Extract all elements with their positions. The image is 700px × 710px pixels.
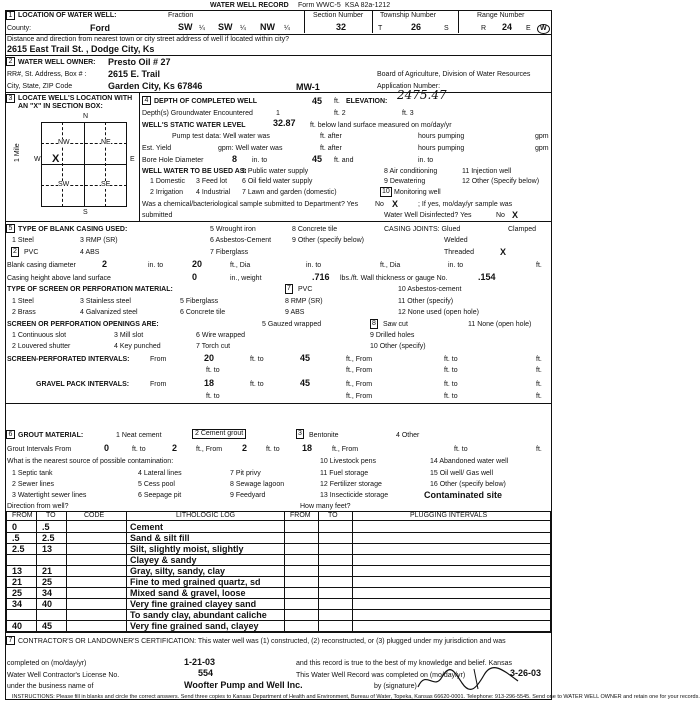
- joints-threaded: Threaded: [444, 249, 474, 256]
- threaded-x: X: [500, 247, 507, 257]
- township-t: T: [378, 25, 383, 32]
- bore-in-to: in. to: [252, 157, 268, 164]
- src-other: 16 Other (specify below): [430, 481, 506, 488]
- src-watertight: 3 Watertight sewer lines: [12, 492, 87, 499]
- license-number: 554: [198, 668, 214, 678]
- screen-abs: 9 ABS: [285, 309, 305, 316]
- location-label: LOCATION OF WATER WELL:: [18, 12, 117, 19]
- use-feedlot: 3 Feed lot: [196, 178, 228, 185]
- bcd-ft-dia: ft., Dia: [230, 262, 251, 269]
- log-description: Mixed sand & gravel, loose: [130, 588, 246, 598]
- owner-label: WATER WELL OWNER:: [18, 59, 96, 66]
- log-from: 25: [12, 588, 23, 598]
- log-description: Fine to med grained quartz, sd: [130, 577, 261, 587]
- distance-address: 2615 East Trail St. , Dodge City, Ks: [7, 44, 155, 54]
- use-10-boxed: 10: [382, 188, 390, 195]
- src-feedyard: 9 Feedyard: [230, 492, 266, 499]
- weight-label: in., weight: [230, 275, 262, 282]
- log-row-rule: [6, 587, 551, 588]
- open-torch: 7 Torch cut: [196, 343, 231, 350]
- log-from: .5: [12, 533, 20, 543]
- business-name: Woofter Pump and Well Inc.: [184, 680, 303, 690]
- src-cess: 5 Cess pool: [138, 481, 175, 488]
- screen-none: 12 None used (open hole): [398, 309, 479, 316]
- log-to: 13: [42, 544, 53, 554]
- log-row-rule: [6, 609, 551, 610]
- range-e: E: [526, 25, 531, 32]
- yield-hours: hours pumping: [418, 145, 465, 152]
- use-public: 5 Public water supply: [242, 168, 309, 175]
- src-pit: 7 Pit privy: [230, 470, 261, 477]
- log-row-rule: [6, 565, 551, 566]
- township-label: Township Number: [380, 12, 437, 19]
- src-lateral: 4 Lateral lines: [138, 470, 182, 477]
- open-continuous: 1 Continuous slot: [12, 332, 67, 339]
- screen-brass: 2 Brass: [12, 309, 36, 316]
- well-id: MW-1: [296, 82, 320, 92]
- col-line: [126, 511, 127, 632]
- gpi-from: From: [150, 381, 167, 388]
- address-label: RR#, St. Address, Box # :: [7, 71, 87, 78]
- gpi-row2-ft-to: ft. to: [206, 393, 220, 400]
- owner-city: Garden City, Ks 67846: [108, 81, 203, 91]
- screen-pvc: PVC: [298, 286, 313, 293]
- bcd-in-to: in. to: [148, 262, 164, 269]
- bcd-ft: ft.: [536, 262, 542, 269]
- rule: [6, 55, 551, 56]
- chem-label: Was a chemical/bacteriological sample submitted to Department? Yes: [142, 201, 359, 208]
- instructions-text: INSTRUCTIONS: Please fill in blanks and circle the correct answers. Send three copies to Kansas Department of Health and Environment, Bureau of Water, Topeka, Kansas 66620-0001. Telephone: 913-296-5545. Send one to WATER WELL OWNER and retain one for your records.: [12, 694, 700, 700]
- use-label: WELL WATER TO BE USED AS:: [142, 168, 247, 175]
- log-to: 25: [42, 577, 53, 587]
- bcd-in-to-2: in. to: [306, 262, 322, 269]
- col-line: [36, 511, 37, 632]
- range-r: R: [481, 25, 487, 32]
- src-seepage: 6 Seepage pit: [138, 492, 182, 499]
- rule: [6, 34, 551, 35]
- screen-steel: 1 Steel: [12, 298, 34, 305]
- spi-ft: ft.: [536, 356, 542, 363]
- gpi-row2-ft-to-2: ft. to: [444, 393, 458, 400]
- casing-steel: 1 Steel: [12, 237, 34, 244]
- open-louvered: 2 Louvered shutter: [12, 343, 71, 350]
- contamination-label: What is the nearest source of possible contamination:: [7, 458, 174, 465]
- quarter-mark-1: ¼: [199, 25, 205, 32]
- src-septic: 1 Septic tank: [12, 470, 53, 477]
- screen-asbestos: 10 Asbestos-cement: [398, 286, 462, 293]
- col-plugging: PLUGGING INTERVALS: [410, 512, 488, 519]
- signature-label: by (signature): [374, 683, 417, 690]
- grid-line: [84, 122, 85, 207]
- owner-name: Presto Oil # 27: [108, 57, 171, 67]
- joints-welded: Welded: [444, 237, 468, 244]
- pump-hours: hours pumping: [418, 133, 465, 140]
- quarter-1: SW: [178, 22, 193, 32]
- casing-asbestos: 6 Asbestos-Cement: [210, 237, 272, 244]
- open-key: 4 Key punched: [114, 343, 161, 350]
- form-title: WATER WELL RECORD: [210, 2, 289, 9]
- disinfected-no: No: [496, 212, 505, 219]
- gw-3: ft. 3: [402, 110, 414, 117]
- contamination-value: Contaminated site: [424, 490, 503, 500]
- casing-other: 9 Other (specify below): [292, 237, 364, 244]
- src-oilgas: 15 Oil well/ Gas well: [430, 470, 494, 477]
- gi-ft: ft.: [536, 446, 542, 453]
- use-irrigation: 2 Irrigation: [150, 189, 184, 196]
- groundwater-label: Depth(s) Groundwater Encountered: [142, 110, 253, 117]
- section-1-number: 1: [6, 11, 15, 20]
- log-row-rule: [6, 554, 551, 555]
- open-other: 10 Other (specify): [370, 343, 426, 350]
- grout-other: 4 Other: [396, 432, 420, 439]
- screen-concrete: 6 Concrete tile: [180, 309, 226, 316]
- divider: [372, 11, 373, 33]
- section-4-number: 4: [142, 96, 151, 105]
- log-to: 40: [42, 599, 53, 609]
- spi-ft-to: ft. to: [250, 356, 264, 363]
- grout-1-from: 0: [104, 443, 110, 453]
- quarter-3: NW: [260, 22, 275, 32]
- ne-label: NE: [101, 139, 111, 146]
- north-label: N: [83, 113, 89, 120]
- log-description: Cement: [130, 522, 164, 532]
- divider: [458, 11, 459, 33]
- gi-ft-to-3: ft. to: [454, 446, 468, 453]
- grout-2-to: 18: [302, 443, 313, 453]
- gpi-row2-ft: ft.: [536, 393, 542, 400]
- wall-thickness: .154: [478, 272, 496, 282]
- form-number: Form WWC-5: [298, 2, 341, 9]
- screen-7-boxed: 7: [287, 285, 291, 292]
- section-2-number: 2: [6, 57, 15, 66]
- application-label: Application Number:: [377, 83, 441, 90]
- divider: [139, 92, 140, 221]
- pump-after: ft. after: [320, 133, 342, 140]
- sw-label: SW: [58, 181, 70, 188]
- range-label: Range Number: [477, 12, 525, 19]
- log-row-rule: [6, 543, 551, 544]
- open-drilled: 9 Drilled holes: [370, 332, 415, 339]
- bore-in-to-2: in. to: [418, 157, 434, 164]
- open-gauzed: 5 Gauzed wrapped: [262, 321, 322, 328]
- log-to: 34: [42, 588, 53, 598]
- fraction-label: Fraction: [168, 12, 194, 19]
- bcd-in-to-3: in. to: [448, 262, 464, 269]
- owner-street: 2615 E. Trail: [108, 69, 161, 79]
- screen-stainless: 3 Stainless steel: [80, 298, 131, 305]
- south-label: S: [83, 209, 88, 216]
- rule: [6, 221, 551, 222]
- spi-ft-to-2: ft. to: [444, 356, 458, 363]
- howmany-label: How many feet?: [300, 503, 351, 510]
- log-from: 13: [12, 566, 23, 576]
- well-location-x: X: [52, 153, 60, 165]
- section-6-number: 6: [6, 430, 15, 439]
- bore-value: 8: [232, 154, 238, 164]
- blank-diameter-to: 20: [192, 259, 203, 269]
- disinfected-x: X: [512, 210, 519, 220]
- casing-concrete: 8 Concrete tile: [292, 226, 338, 233]
- spi-row2-ft-to: ft. to: [206, 367, 220, 374]
- depth-value: 45: [312, 96, 323, 106]
- open-none: 11 None (open hole): [468, 321, 532, 328]
- rule: [6, 92, 551, 93]
- log-to: 45: [42, 621, 53, 631]
- distance-label: Distance and direction from nearest town or city street address of well if located within city?: [7, 36, 290, 43]
- table-header-rule: [6, 520, 551, 521]
- open-mill: 3 Mill slot: [114, 332, 144, 339]
- locate-label: LOCATE WELL'S LOCATION WITH AN "X" IN SECTION BOX:: [18, 95, 133, 110]
- yield-label: Est. Yield: [142, 145, 172, 152]
- grout-cement-boxed: 2 Cement grout: [192, 429, 246, 439]
- completed-label: completed on (mo/day/yr): [7, 660, 87, 667]
- use-industrial: 4 Industrial: [196, 189, 231, 196]
- lithologic-log-table: [6, 511, 551, 632]
- gi-ft-from: ft., From: [196, 446, 223, 453]
- chem-submitted: submitted: [142, 212, 173, 219]
- chem-no: No: [375, 201, 384, 208]
- range-w-circled: W: [537, 24, 550, 34]
- casing-abs: 4 ABS: [80, 249, 100, 256]
- nw-label: NW: [58, 139, 70, 146]
- use-domestic: 1 Domestic: [150, 178, 186, 185]
- section-5-number: 5: [6, 224, 15, 233]
- board-label: Board of Agriculture, Division of Water Resources: [377, 71, 531, 78]
- completed-date: 1-21-03: [184, 657, 216, 667]
- open-8-boxed: 8: [372, 320, 376, 327]
- gpi-ft-to-2: ft. to: [444, 381, 458, 388]
- grout-intervals-label: Grout Intervals From: [7, 446, 72, 453]
- screen-rmp: 8 RMP (SR): [285, 298, 323, 305]
- bore-tail: ft. and: [334, 157, 354, 164]
- casing-2-boxed: 2: [13, 248, 17, 255]
- yield-gpm: gpm: [535, 145, 549, 152]
- log-row-rule: [6, 620, 551, 621]
- col-line: [66, 511, 67, 632]
- gravel-pack-label: GRAVEL PACK INTERVALS:: [36, 381, 130, 388]
- record-completed-date: 3-26-03: [510, 668, 542, 678]
- disinfected-label: Water Well Disinfected? Yes: [384, 212, 472, 219]
- pump-gpm: gpm: [535, 133, 549, 140]
- section-3-number: 3: [6, 94, 15, 103]
- log-description: Gray, silty, sandy, clay: [130, 566, 226, 576]
- screen-intervals-label: SCREEN-PERFORATED INTERVALS:: [7, 356, 130, 363]
- elevation-label: ELEVATION:: [346, 98, 388, 105]
- casing-height-label: Casing height above land surface: [7, 275, 111, 282]
- record-completed-label: This Water Well Record was completed on (mo/day/yr): [296, 672, 466, 679]
- log-description: Silt, slightly moist, slightly: [130, 544, 244, 554]
- gpi-ft: ft.: [536, 381, 542, 388]
- static-level-tail: ft. below land surface measured on mo/day/yr: [310, 122, 452, 129]
- use-other: 12 Other (Specify below): [462, 178, 540, 185]
- blank-diameter-label: Blank casing diameter: [7, 262, 76, 269]
- gw-1: 1: [276, 110, 280, 117]
- rule: [6, 632, 551, 633]
- src-insecticide: 13 Insecticide storage: [320, 492, 389, 499]
- spi-row2-ft-from: ft., From: [346, 367, 373, 374]
- log-to: 21: [42, 566, 53, 576]
- grid-line: [41, 143, 127, 144]
- col-to-2: TO: [328, 512, 338, 519]
- casing-label: TYPE OF BLANK CASING USED:: [18, 226, 128, 233]
- log-from: 2.5: [12, 544, 25, 554]
- grout-1-to: 2: [172, 443, 178, 453]
- divider: [304, 11, 305, 33]
- county-value: Ford: [90, 23, 110, 33]
- grid-line: [41, 185, 127, 186]
- bore-label: Bore Hole Diameter: [142, 157, 204, 164]
- casing-weight: .716: [312, 272, 330, 282]
- township-s: S: [444, 25, 449, 32]
- log-description: Clayey & sandy: [130, 555, 197, 565]
- static-level-label: WELL'S STATIC WATER LEVEL: [142, 122, 246, 129]
- chem-ifyes: ; If yes, mo/day/yr sample was: [418, 201, 513, 208]
- one-mile-label: 1 Mile: [14, 143, 21, 162]
- casing-fiberglass: 7 Fiberglass: [210, 249, 249, 256]
- blank-diameter: 2: [102, 259, 108, 269]
- ksa-number: KSA 82a-1212: [345, 2, 391, 9]
- log-row-rule: [6, 598, 551, 599]
- use-lawn: 7 Lawn and garden (domestic): [242, 189, 337, 196]
- yield-after: ft. after: [320, 145, 342, 152]
- col-to: TO: [46, 512, 56, 519]
- spi-row2-ft: ft.: [536, 367, 542, 374]
- gpi-row2-ft-from: ft., From: [346, 393, 373, 400]
- grout-3-boxed: 3: [298, 430, 302, 437]
- col-from-2: FROM: [290, 512, 311, 519]
- static-level-value: 32.87: [273, 118, 296, 128]
- log-from: 21: [12, 577, 23, 587]
- gi-ft-to: ft. to: [132, 446, 146, 453]
- src-fuel: 11 Fuel storage: [320, 470, 369, 477]
- gw-2: ft. 2: [334, 110, 346, 117]
- log-description: Very fine grained clayey sand: [130, 599, 257, 609]
- grout-label: GROUT MATERIAL:: [18, 432, 84, 439]
- joints-label: CASING JOINTS: Glued: [384, 226, 461, 233]
- log-row-rule: [6, 532, 551, 533]
- section-number-label: Section Number: [313, 12, 364, 19]
- casing-wrought: 5 Wrought iron: [210, 226, 256, 233]
- rule: [6, 403, 551, 404]
- src-lagoon: 8 Sewage lagoon: [230, 481, 285, 488]
- depth-label: DEPTH OF COMPLETED WELL: [154, 98, 258, 105]
- src-livestock: 10 Livestock pens: [320, 458, 377, 465]
- se-label: SE: [101, 181, 111, 188]
- bore-to-value: 45: [312, 154, 323, 164]
- gpi-ft-to: ft. to: [250, 381, 264, 388]
- open-wire: 6 Wire wrapped: [196, 332, 246, 339]
- screen-label: TYPE OF SCREEN OR PERFORATION MATERIAL:: [7, 286, 173, 293]
- use-injection: 11 Injection well: [462, 168, 512, 175]
- col-from: FROM: [12, 512, 33, 519]
- gi-ft-to-2: ft. to: [266, 446, 280, 453]
- spi-ft-from: ft., From: [346, 356, 373, 363]
- pump-test-label: Pump test data: Well water was: [172, 133, 270, 140]
- col-line: [352, 511, 353, 632]
- grout-2-from: 2: [242, 443, 248, 453]
- log-description: Sand & silt fill: [130, 533, 190, 543]
- grid-line: [62, 122, 63, 207]
- quarter-2: SW: [218, 22, 233, 32]
- use-monitoring: Monitoring well: [394, 189, 441, 196]
- county-label: County:: [7, 25, 32, 32]
- log-from: 0: [12, 522, 18, 532]
- screen-fiberglass: 5 Fiberglass: [180, 298, 219, 305]
- chem-no-x: X: [392, 199, 399, 209]
- use-air: 8 Air conditioning: [384, 168, 438, 175]
- yield-well: gpm: Well water was: [218, 145, 283, 152]
- log-row-rule: [6, 576, 551, 577]
- log-from: 40: [12, 621, 23, 631]
- direction-label: Direction from well?: [7, 503, 69, 510]
- grout-bentonite: Bentonite: [309, 432, 339, 439]
- log-description: To sandy clay, abundant caliche: [130, 610, 267, 620]
- range-value: 24: [502, 22, 513, 32]
- signature-mark: [414, 665, 524, 693]
- certification-text: CONTRACTOR'S OR LANDOWNER'S CERTIFICATION: This water well was (1) constructed, (2) reconstructed, or (3) plugged under my jurisdiction and was: [18, 638, 506, 645]
- section-number-value: 32: [336, 22, 347, 32]
- depth-unit: ft.: [334, 98, 340, 105]
- true-label: and this record is true to the best of my knowledge and belief. Kansas: [296, 660, 512, 667]
- wall-label: lbs./ft. Wall thickness or gauge No.: [340, 275, 448, 282]
- col-line: [318, 511, 319, 632]
- city-label: City, State, ZIP Code: [7, 83, 73, 90]
- col-lithologic-log: LITHOLOGIC LOG: [176, 512, 236, 519]
- bcd-ft-dia-2: ft., Dia: [380, 262, 401, 269]
- screen-galvanized: 4 Galvanized steel: [80, 309, 138, 316]
- screen-from: 20: [204, 353, 215, 363]
- west-label: W: [34, 156, 41, 163]
- casing-pvc: PVC: [24, 249, 39, 256]
- business-label: under the business name of: [7, 683, 94, 690]
- elevation-value: 2475.47: [397, 88, 447, 102]
- gravel-to: 45: [300, 378, 311, 388]
- src-abandoned: 14 Abandoned water well: [430, 458, 509, 465]
- screen-other: 11 Other (specify): [398, 298, 454, 305]
- src-sewer: 2 Sewer lines: [12, 481, 55, 488]
- casing-height: 0: [192, 272, 198, 282]
- log-description: Very fine grained sand, clayey: [130, 621, 259, 631]
- col-line: [284, 511, 285, 632]
- log-to: .5: [42, 522, 50, 532]
- grid-line: [105, 122, 106, 207]
- east-label: E: [130, 156, 135, 163]
- gravel-from: 18: [204, 378, 215, 388]
- casing-rmp: 3 RMP (SR): [80, 237, 118, 244]
- col-code: CODE: [84, 512, 105, 519]
- log-from: 34: [12, 599, 23, 609]
- quarter-mark-2: ¼: [240, 25, 246, 32]
- open-saw-cut: Saw cut: [383, 321, 408, 328]
- use-oilfield: 6 Oil field water supply: [242, 178, 313, 185]
- use-dewatering: 9 Dewatering: [384, 178, 426, 185]
- log-to: 2.5: [42, 533, 55, 543]
- spi-row2-ft-to-2: ft. to: [444, 367, 458, 374]
- section-7-number: 7: [6, 636, 15, 645]
- grout-neat: 1 Neat cement: [116, 432, 162, 439]
- gi-ft-from-2: ft., From: [332, 446, 359, 453]
- screen-to: 45: [300, 353, 311, 363]
- quarter-mark-3: ¼: [284, 25, 290, 32]
- openings-label: SCREEN OR PERFORATION OPENINGS ARE:: [7, 321, 159, 328]
- township-value: 26: [411, 22, 422, 32]
- spi-from: From: [150, 356, 167, 363]
- gpi-ft-from: ft., From: [346, 381, 373, 388]
- src-fertilizer: 12 Fertilizer storage: [320, 481, 382, 488]
- joints-clamped: Clamped: [508, 226, 537, 233]
- license-label: Water Well Contractor's License No.: [7, 672, 120, 679]
